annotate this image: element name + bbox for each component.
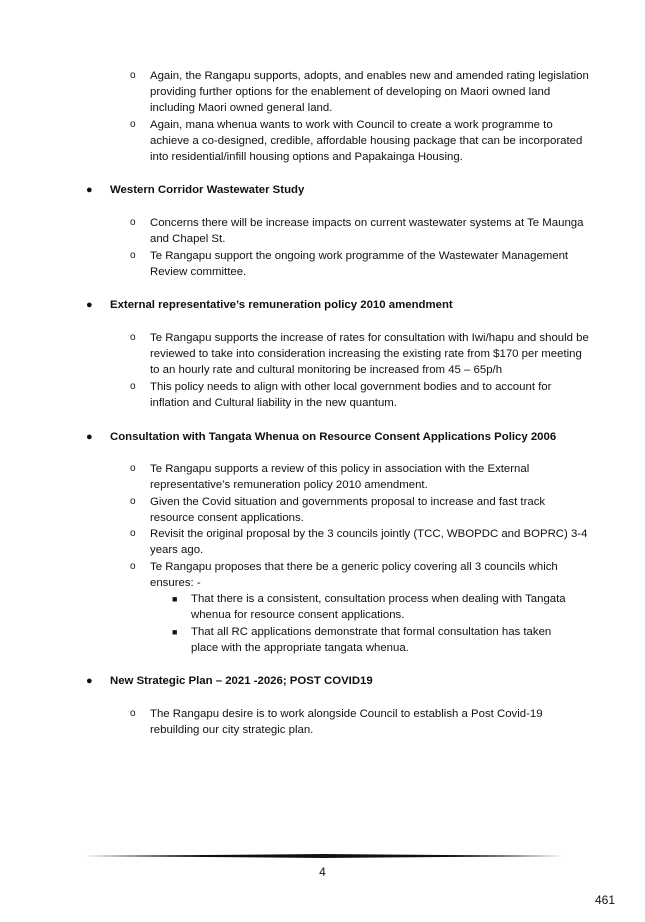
circle-bullet-icon: o: [130, 70, 136, 81]
circle-bullet-icon: o: [130, 708, 136, 719]
circle-bullet-icon: o: [130, 119, 136, 130]
circle-bullet-icon: o: [130, 463, 136, 474]
circle-bullet-icon: o: [130, 250, 136, 261]
document-page-number: 461: [594, 893, 615, 907]
sub-item-text: Te Rangapu supports a review of this policy in association with the External representative’s remuneration policy 2010 amendment.: [150, 463, 530, 491]
circle-bullet-icon: o: [130, 561, 136, 572]
sub-item-text: Te Rangapu supports the increase of rates for consultation with Iwi/hapu and should be reviewed to take into consideration increasing the existing rate from $170 per meeting to an hourly rate and cultural monitoring be increased from 45 – 65p/h: [150, 332, 589, 376]
sub-item: [130, 494, 590, 526]
nested-item-text: That all RC applications demonstrate that formal consultation has taken place with the appropriate tangata whenua.: [191, 626, 552, 654]
bullet-icon: ●: [86, 299, 93, 311]
sub-item: [130, 461, 590, 493]
nested-item-text: That there is a consistent, consultation process when dealing with Tangata whenua for resource consent applications.: [191, 593, 566, 621]
nested-item: [172, 624, 576, 656]
sub-item: [130, 559, 590, 591]
sub-item: [130, 330, 590, 378]
section-heading-text: External representative’s remuneration policy 2010 amendment: [110, 299, 453, 311]
nested-item: [172, 591, 576, 623]
bullet-icon: ●: [86, 675, 93, 687]
sub-item-text: Te Rangapu proposes that there be a generic policy covering all 3 councils which ensures: -: [150, 561, 558, 589]
section-heading-text: Consultation with Tangata Whenua on Resource Consent Applications Policy 2006: [110, 431, 557, 443]
footer-rule: [82, 854, 564, 858]
sub-item-text: Given the Covid situation and governments proposal to increase and fast track resource consent applications.: [150, 496, 546, 524]
sub-item: [130, 68, 590, 116]
section-heading: [86, 429, 580, 445]
sub-item-text: Revisit the original proposal by the 3 councils jointly (TCC, WBOPDC and BOPRC) 3-4 years ago.: [150, 528, 588, 556]
section-heading: [86, 297, 580, 313]
sub-item-text: Again, mana whenua wants to work with Council to create a work programme to achieve a co-designed, credible, affordable housing package that can be incorporated into residential/infill housing options and Papakainga Housing.: [150, 119, 583, 163]
bullet-icon: ●: [86, 184, 93, 196]
section-heading: [86, 673, 580, 689]
sub-item: [130, 526, 590, 558]
sub-item: [130, 379, 590, 411]
sub-item-text: Te Rangapu support the ongoing work programme of the Wastewater Management Review committee.: [150, 250, 569, 278]
bullet-icon: ●: [86, 431, 93, 443]
circle-bullet-icon: o: [130, 381, 136, 392]
sub-item-text: This policy needs to align with other local government bodies and to account for inflation and Cultural liability in the new quantum.: [150, 381, 552, 409]
square-bullet-icon: ■: [172, 627, 178, 637]
page-number: 4: [319, 865, 326, 879]
sub-item: [130, 706, 590, 738]
circle-bullet-icon: o: [130, 217, 136, 228]
circle-bullet-icon: o: [130, 332, 136, 343]
section-heading: [86, 182, 580, 198]
sub-item: [130, 117, 590, 165]
circle-bullet-icon: o: [130, 496, 136, 507]
square-bullet-icon: ■: [172, 594, 178, 604]
sub-item-text: Again, the Rangapu supports, adopts, and enables new and amended rating legislation providing further options for the enablement of developing on Maori owned land including Maori owned general land.: [150, 70, 589, 114]
circle-bullet-icon: o: [130, 528, 136, 539]
section-heading-text: Western Corridor Wastewater Study: [110, 184, 305, 196]
sub-item: [130, 248, 590, 280]
section-heading-text: New Strategic Plan – 2021 -2026; POST COVID19: [110, 675, 373, 687]
sub-item-text: The Rangapu desire is to work alongside Council to establish a Post Covid-19 rebuilding our city strategic plan.: [150, 708, 543, 736]
sub-item-text: Concerns there will be increase impacts on current wastewater systems at Te Maunga and Chapel St.: [150, 217, 584, 245]
sub-item: [130, 215, 590, 247]
